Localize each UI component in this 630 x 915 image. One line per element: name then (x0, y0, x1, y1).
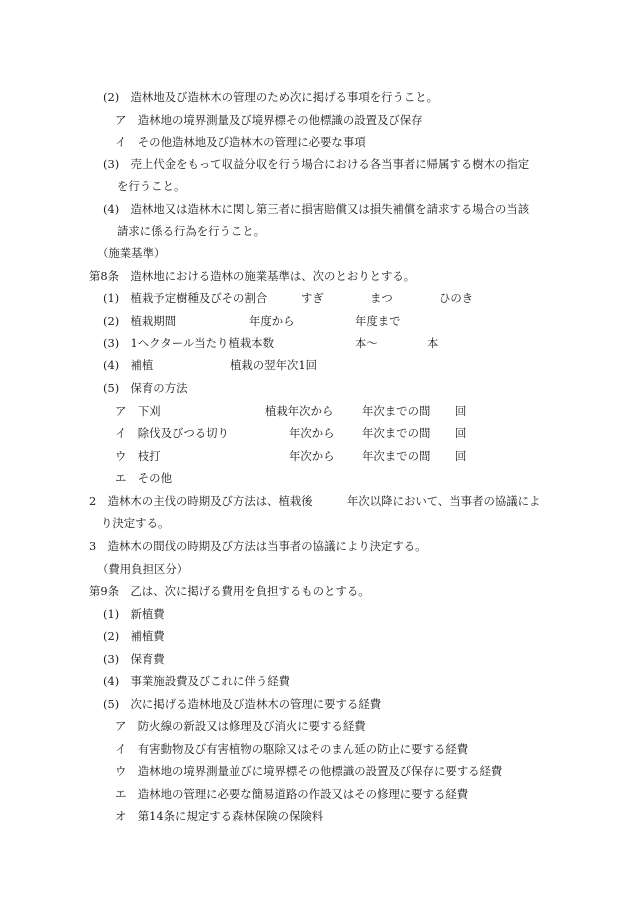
art9-item-5: (5) 次に掲げる造林地及び造林木の管理に要する経費 (103, 697, 382, 711)
planting-period-from: 年度から (249, 314, 295, 328)
article-9-title: 第9条 乙は、次に掲げる費用を負担するものとする。 (89, 584, 370, 598)
art8-row-3-label: (3) 1ヘクタール当たり植栽本数 (103, 336, 275, 350)
item-3-line1: (3) 売上代金をもって収益分収を行う場合における各当事者に帰属する樹木の指定 (103, 157, 530, 171)
art8-row-4-label: (4) 補植 (103, 358, 154, 372)
article-8-title: 第8条 造林地における造林の施業基準は、次のとおりとする。 (89, 269, 416, 283)
item-2-text: (2) 造林地及び造林木の管理のため次に掲げる事項を行うこと。 (103, 90, 439, 104)
art8-sub-i-to: 年次までの間 (362, 426, 431, 440)
art9-item-2: (2) 補植費 (103, 629, 165, 643)
art8-para-2-part-b: 年次以降において、当事者の協議によ (347, 494, 541, 508)
art9-sub-e: エ 造林地の管理に必要な簡易道路の作設又はその修理に要する経費 (115, 787, 469, 801)
art9-item-3: (3) 保育費 (103, 652, 165, 666)
planting-period-to: 年度まで (355, 314, 401, 328)
art8-sub-e-label: エ その他 (115, 471, 172, 485)
art9-sub-a: ア 防火線の新設又は修理及び消火に要する経費 (115, 719, 366, 733)
art8-sub-u-from: 年次から (289, 449, 335, 463)
art8-sub-a-to: 年次までの間 (362, 404, 431, 418)
art9-item-4: (4) 事業施設費及びこれに伴う経費 (103, 674, 290, 688)
art8-sub-a-times: 回 (455, 404, 467, 418)
planting-count-max: 本 (427, 336, 439, 350)
art8-sub-i-label: イ 除伐及びつる切り (115, 426, 229, 440)
species-hinoki: ひのき (439, 291, 474, 305)
art9-item-1: (1) 新植費 (103, 607, 165, 621)
art8-para-2-line2: り決定する。 (101, 516, 170, 530)
art8-sub-u-label: ウ 枝打 (115, 449, 161, 463)
art9-sub-o: オ 第14条に規定する森林保険の保険料 (115, 809, 324, 823)
art8-sub-u-to: 年次までの間 (362, 449, 431, 463)
item-4-line2: 請求に係る行為を行うこと。 (117, 224, 266, 238)
art8-sub-i-from: 年次から (289, 426, 335, 440)
art8-row-5-label: (5) 保育の方法 (103, 381, 188, 395)
art8-row-2-label: (2) 植栽期間 (103, 314, 177, 328)
item-4-line1: (4) 造林地又は造林木に関し第三者に損害賠償又は損失補償を請求する場合の当該 (103, 202, 530, 216)
planting-count-min: 本～ (355, 336, 378, 350)
art8-row-1-label: (1) 植栽予定樹種及びその割合 (103, 291, 268, 305)
species-sugi: すぎ (301, 291, 324, 305)
art9-sub-i: イ 有害動物及び有害植物の駆除又はそのまん延の防止に要する経費 (115, 742, 469, 756)
art8-para-3: 3 造林木の間伐の時期及び方法は当事者の協議により決定する。 (89, 539, 427, 553)
art8-sub-a-label: ア 下刈 (115, 404, 161, 418)
article-8-heading: （施業基準） (97, 246, 166, 260)
art8-sub-u-times: 回 (455, 449, 467, 463)
art8-sub-a-from: 植栽年次から (265, 404, 334, 418)
art9-sub-u: ウ 造林地の境界測量並びに境界標その他標識の設置及び保存に要する経費 (115, 764, 503, 778)
item-3-line2: を行うこと。 (117, 179, 186, 193)
art8-sub-i-times: 回 (455, 426, 467, 440)
article-9-heading: （費用負担区分） (97, 562, 189, 576)
replanting-schedule: 植栽の翌年次1回 (230, 358, 317, 372)
item-2-i: イ その他造林地及び造林木の管理に必要な事項 (115, 135, 366, 149)
art8-para-2-part-a: 2 造林木の主伐の時期及び方法は、植栽後 (89, 494, 313, 508)
item-2-a: ア 造林地の境界測量及び境界標その他標識の設置及び保存 (115, 113, 423, 127)
species-matsu: まつ (370, 291, 393, 305)
